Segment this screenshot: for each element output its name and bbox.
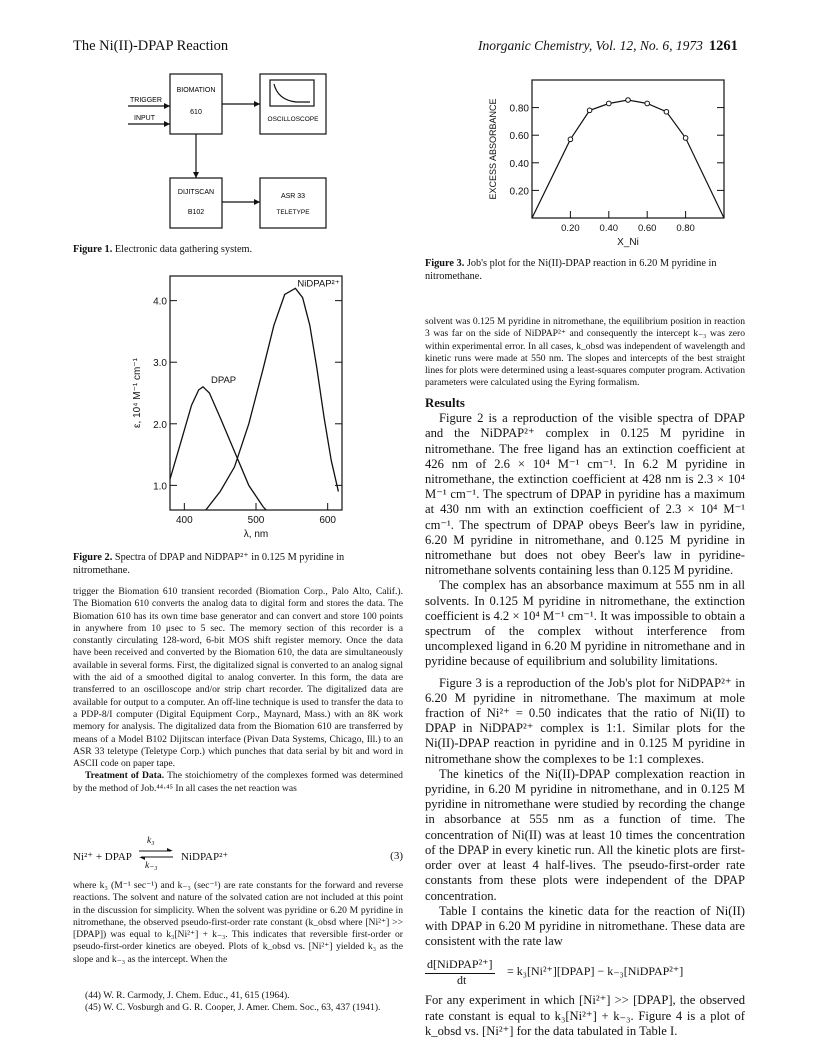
results-heading: Results — [425, 396, 465, 410]
rate-law-equation — [425, 957, 745, 987]
x-tick-label: 400 — [175, 515, 193, 526]
series-label: NiDPAP²⁺ — [297, 278, 340, 290]
dijitscan-model: B102 — [187, 209, 205, 216]
equation-number: (3) — [390, 850, 403, 862]
figure-3-job-plot — [480, 76, 730, 254]
dijitscan-box — [170, 178, 222, 228]
figure-1-caption — [73, 244, 393, 257]
running-header-journal — [478, 38, 738, 55]
journal-citation: Inorganic Chemistry, Vol. 12, No. 6, 1973 — [478, 38, 703, 53]
y-tick-label: 1.0 — [153, 481, 167, 493]
treatment-text: The stoichiometry of the complexes formed was determined by the method of Job.⁴⁴·⁴⁵ In all cases the net reaction was — [73, 770, 403, 794]
trigger-label: TRIGGER — [130, 97, 162, 104]
k3-label: k₃ — [147, 836, 155, 846]
x-axis-label: λ, nm — [243, 529, 269, 540]
results-section — [425, 396, 745, 1039]
data-point — [587, 108, 592, 113]
x-tick-label: 600 — [319, 515, 337, 526]
rate-denominator: dt — [457, 973, 467, 988]
page-number: 1261 — [708, 38, 738, 54]
paragraph: The kinetics of the Ni(II)-DPAP complexation reaction in pyridine, in 6.20 M pyridine in nitromethane, and in 0.125 M pyridine in nitromethane were studied by recording the change in absorbance at 555 nm as a function of time. The concentration of Ni(II) was at least 10 times the concentration of the DPAP in every kinetic run. All the kinetic plots are first-order over at least 4 half-lives. The pseudo-first-order rate constants from these plots were independent of the DPAP concentration. — [425, 766, 745, 903]
oscilloscope-label: OSCILLOSCOPE — [267, 116, 319, 123]
y-tick-label: 0.80 — [509, 103, 529, 115]
teletype-label: TELETYPE — [276, 209, 310, 216]
y-tick-label: 0.40 — [509, 158, 529, 170]
paragraph: The complex has an absorbance maximum at 555 nm in all solvents. In 0.125 M pyridine in nitromethane, the extinction coefficient is 4.2 × 10⁴ M⁻¹ cm⁻¹. It was impossible to obtain a spectrum of the complex without interference from uncomplexed ligand in 6.20 M pyridine in nitromethane and in pyridine because of equilibrium and solubility limitations. — [425, 578, 745, 669]
reference-44: (44) W. R. Carmody, J. Chem. Educ., 41, 615 (1964). — [85, 990, 290, 1001]
series-label: DPAP — [210, 374, 237, 386]
reference-45: (45) W. C. Vosburgh and G. R. Cooper, J. Amer. Chem. Soc., 63, 437 (1941). — [85, 1002, 381, 1013]
paragraph: Figure 3 is a reproduction of the Job's plot for NiDPAP²⁺ in 6.20 M pyridine in nitromethane. The maximum at mole fraction of Ni²⁺ = 0.50 indicates that the ratio of Ni(II) to DPAP in NiDPAP²⁺ complex is 1:1. Similar plots for the Ni(II)-DPAP reaction in pyridine and in 0.125 M pyridine in nitromethane show the complexes to be 1:1 complexes. — [425, 675, 745, 766]
figure-2-spectra-chart — [110, 270, 350, 545]
y-axis-label: ε, 10⁴ M⁻¹ cm⁻¹ — [132, 358, 143, 428]
data-point — [664, 109, 669, 114]
biomation-box — [170, 74, 222, 134]
biomation-model: 610 — [190, 109, 202, 116]
equation-lhs: Ni²⁺ + DPAP — [73, 851, 132, 863]
y-tick-label: 3.0 — [153, 358, 167, 370]
figure-1-block-diagram — [128, 68, 338, 240]
x-tick-label: 500 — [247, 515, 265, 526]
asr-label: ASR 33 — [280, 193, 306, 200]
x-tick-label: 0.40 — [599, 223, 619, 234]
teletype-box — [260, 178, 326, 228]
rate-rhs: = k₃[Ni²⁺][DPAP] − k₋₃[NiDPAP²⁺] — [507, 964, 684, 979]
equation-3 — [73, 836, 403, 876]
references — [73, 990, 403, 1014]
x-tick-label: 0.80 — [676, 223, 695, 234]
decay-trace — [274, 84, 310, 102]
dijitscan-label: DIJITSCAN — [177, 189, 215, 196]
x-axis-label: X_Ni — [617, 237, 639, 248]
paragraph: Figure 2 is a reproduction of the visible spectra of DPAP and the NiDPAP²⁺ complex in 0.125 M pyridine in nitromethane. The free ligand has an extinction coefficient at 426 nm of 2.6 × 10⁴ M⁻¹ cm⁻¹. In 6.2 M pyridine in nitromethane, the extinction coefficient at 428 nm is 2.3 × 10⁴ M⁻¹ cm⁻¹. The spectrum of DPAP in pyridine has a maximum at 430 nm with an extinction coefficient of 2.3 × 10⁴ M⁻¹ cm⁻¹. The spectrum of DPAP obeys Beer's law in pyridine, 6.20 M pyridine in nitromethane, and 0.125 M pyridine in nitromethane but does not obey Beer's law in pyridine-nitromethane solvents containing less than 0.125 M pyridine. — [425, 411, 745, 578]
figure-1-label: Figure 1. — [73, 244, 113, 255]
figure-2-label: Figure 2. — [73, 552, 113, 563]
left-column-text — [73, 586, 403, 795]
figure-3-label: Figure 3. — [425, 258, 465, 269]
x-tick-label: 0.20 — [561, 223, 580, 234]
right-column-intro — [425, 316, 745, 390]
paragraph: solvent was 0.125 M pyridine in nitromethane, the equilibrium position in reaction 3 was far on the side of NiDPAP²⁺ and consequently the intercept k₋₃ was zero within experimental error. In all cases, k_obsd was independent of wavelength and kinetic runs were made at 550 nm. The slopes and intercepts of the best straight lines for plots were determined using a least-squares computer program. Activation parameters were calculated using the Eyring formalism. — [425, 316, 745, 389]
y-axis-label: EXCESS ABSORBANCE — [488, 98, 498, 200]
job-curve — [532, 100, 724, 218]
paragraph: where k₃ (M⁻¹ sec⁻¹) and k₋₃ (sec⁻¹) are rate constants for the forward and reverse reactions. The solvent and nature of the solvated cation are not included at this point in the discussion for simplicity. When the solvent was pyridine or 6.20 M pyridine in nitromethane, the observed pseudo-first-order rate constant (k_obsd where [Ni²⁺] >> [DPAP]) was equal to k₃[Ni²⁺] + k₋₃. This indicates that reversible first-order or pseudo-first-order kinetics are obeyed. Plots of k_obsd vs. [Ni²⁺] yielded k₃ as the slope and k₋₃ as the intercept. When the — [73, 880, 403, 965]
equilibrium-arrows — [139, 848, 173, 860]
y-tick-label: 2.0 — [153, 419, 167, 431]
y-tick-label: 0.60 — [509, 131, 529, 143]
rate-numerator: d[NiDPAP²⁺] — [425, 957, 495, 973]
paragraph: For any experiment in which [Ni²⁺] >> [DPAP], the observed rate constant is equal to k₃[Ni²⁺] + k₋₃. Figure 4 is a plot of k_obsd vs. [Ni²⁺] for the data tabulated in Table I. — [425, 993, 745, 1038]
treatment-heading: Treatment of Data. — [85, 770, 165, 782]
input-label: INPUT — [134, 115, 155, 122]
figure-2-caption-text: Spectra of DPAP and NiDPAP²⁺ in 0.125 M pyridine in nitromethane. — [73, 552, 345, 576]
data-point — [568, 137, 573, 142]
spectrum-line-nidpap — [206, 288, 339, 510]
left-column-text-2 — [73, 880, 403, 966]
data-point — [626, 98, 631, 103]
plot-frame — [170, 276, 342, 510]
y-tick-label: 0.20 — [509, 186, 529, 198]
running-header-title: The Ni(II)-DPAP Reaction — [73, 38, 229, 54]
paragraph: Table I contains the kinetic data for the reaction of Ni(II) with DPAP in 6.20 M pyridine in nitromethane. These data are consistent with the rate law — [425, 903, 745, 949]
paragraph — [73, 770, 403, 795]
figure-3-caption-text: Job's plot for the Ni(II)-DPAP reaction in 6.20 M pyridine in nitromethane. — [425, 258, 717, 282]
figure-3-caption — [425, 258, 745, 283]
data-point — [607, 101, 612, 106]
paragraph: trigger the Biomation 610 transient recorded (Biomation Corp., Palo Alto, Calif.). The Biomation 610 converts the analog data to digital form and stores the data. The Biomation 610 has its own time base generator and can convert and store 100 points in anywhere from 10 μsec to 5 sec. The memory section of this recorder is a constantly circulating 128-word, 6-bit MOS shift register memory. Once the data have been received and converted by the Biomation 610, the data are simultaneously available in several forms. First, the digitalized signal is converted to an analog signal with the aid of a smoothed digital to analog converter. In this form, the data are transferred to an oscilloscope and/or strip chart recorder. The digitalized data are available for output to a computer. An off-line technique is used to transfer the data to a PDP-8/I computer (Digital Equipment Corp., Maynard, Mass.) with an 8K work memory for analysis. The digitalized data from the Biomation 610 are transferred by means of a Model B102 Dijitscan interface (Pivan Data Systems, Chicago, Ill.) to an ASR 33 teletype (Teletype Corp.) which punches that data serial by bit and word in ASCII code on paper tape. — [73, 586, 403, 770]
figure-2-caption — [73, 552, 403, 577]
y-tick-label: 4.0 — [153, 296, 167, 308]
equation-rhs: NiDPAP²⁺ — [181, 851, 229, 863]
x-tick-label: 0.60 — [637, 223, 657, 234]
figure-1-caption-text: Electronic data gathering system. — [114, 244, 253, 255]
biomation-label: BIOMATION — [176, 87, 216, 94]
k-3-label: k₋₃ — [145, 861, 158, 871]
data-point — [683, 136, 688, 141]
data-point — [645, 101, 650, 106]
